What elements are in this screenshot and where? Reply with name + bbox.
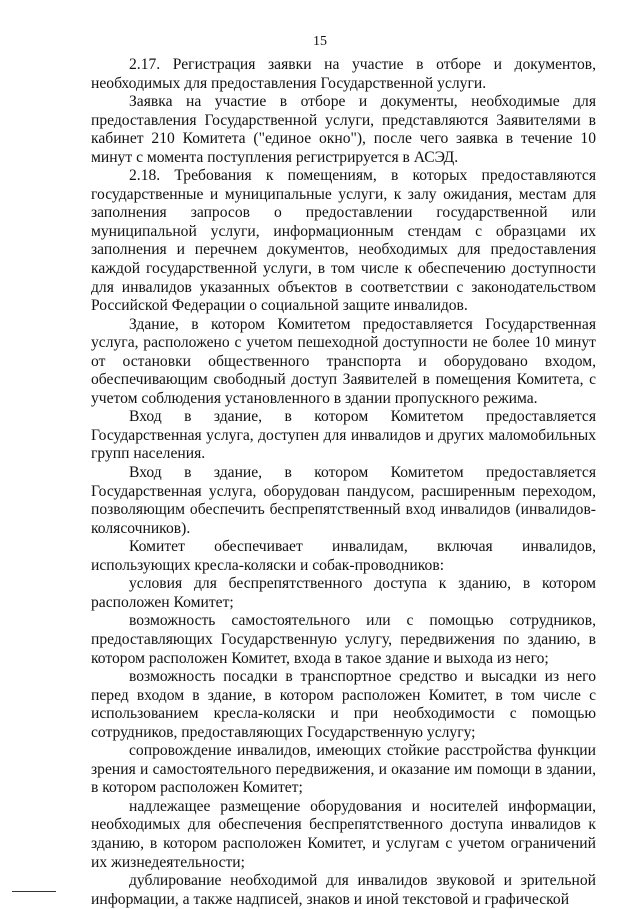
paragraph-entrance-accessible: Вход в здание, в котором Комитетом предоставляется Государственная услуга, доступен для инвалидов и других маломобильных групп населения. xyxy=(91,408,596,463)
list-item-information-duplication: дублирование необходимой для инвалидов звуковой и зрительной информации, а также надписей, знаков и иной текстовой и графической xyxy=(91,872,596,908)
list-item-escort-assistance: сопровождение инвалидов, имеющих стойкие расстройства функции зрения и самостоятельного передвижения, и оказание им помощи в здании, в котором расположен Комитет; xyxy=(91,742,596,797)
page-number: 15 xyxy=(313,34,327,49)
paragraph-2-18-heading: 2.18. Требования к помещениям, в которых предоставляются государственные и муниципальные услуги, к залу ожидания, местам для заполнения запросов о предоставлении государственной или муниципальной услуги, информационным стендам с образцами их заполнения и перечнем документов, необходимых для предоставления каждой государственной услуги, в том числе к обеспечению доступности для инвалидов указанных объектов в соответствии с законодательством Российской Федерации о социальной защите инвалидов. xyxy=(91,167,596,315)
footnote-divider xyxy=(12,891,56,892)
paragraph-building-location: Здание, в котором Комитетом предоставляется Государственная услуга, расположено с учетом пешеходной доступности не более 10 минут от остановки общественного транспорта и оборудовано входом, обеспечивающим свободный доступ Заявителей в помещения Комитета, с учетом соблюдения установленного в здании пропускного режима. xyxy=(91,315,596,407)
list-item-unobstructed-access: условия для беспрепятственного доступа к зданию, в котором расположен Комитет; xyxy=(91,575,596,611)
list-item-equipment-placement: надлежащее размещение оборудования и носителей информации, необходимых для обеспечения беспрепятственного доступа инвалидов к зданию, в котором расположен Комитет, и услугам с учетом ограничений их жизнедеятельности; xyxy=(91,797,596,871)
paragraph-2-17-heading: 2.17. Регистрация заявки на участие в отборе и документов, необходимых для предоставления Государственной услуги. xyxy=(91,56,596,92)
paragraph-entrance-ramp: Вход в здание, в котором Комитетом предоставляется Государственная услуга, оборудован пандусом, расширенным переходом, позволяющим обеспечить беспрепятственный вход инвалидов (инвалидов-колясочников). xyxy=(91,464,596,537)
paragraph-committee-provides: Комитет обеспечивает инвалидам, включая инвалидов, использующих кресла-коляски и собак-проводников: xyxy=(91,538,596,574)
paragraph-application-submission: Заявка на участие в отборе и документы, необходимые для предоставления Государственной услуги, представляются Заявителями в кабинет 210 Комитета ("единое окно"), после чего заявка в течение 10 минут с момента поступления регистрируется в АСЭД. xyxy=(91,93,596,166)
list-item-movement-in-building: возможность самостоятельного или с помощью сотрудников, предоставляющих Государственную услугу, передвижения по зданию, в котором расположен Комитет, входа в такое здание и выхода из него; xyxy=(91,612,596,667)
document-body xyxy=(91,56,596,909)
list-item-vehicle-boarding: возможность посадки в транспортное средство и высадки из него перед входом в здание, в котором расположен Комитет, в том числе с использованием кресла-коляски и при необходимости с помощью сотрудников, предоставляющих Государственную услугу; xyxy=(91,668,596,741)
